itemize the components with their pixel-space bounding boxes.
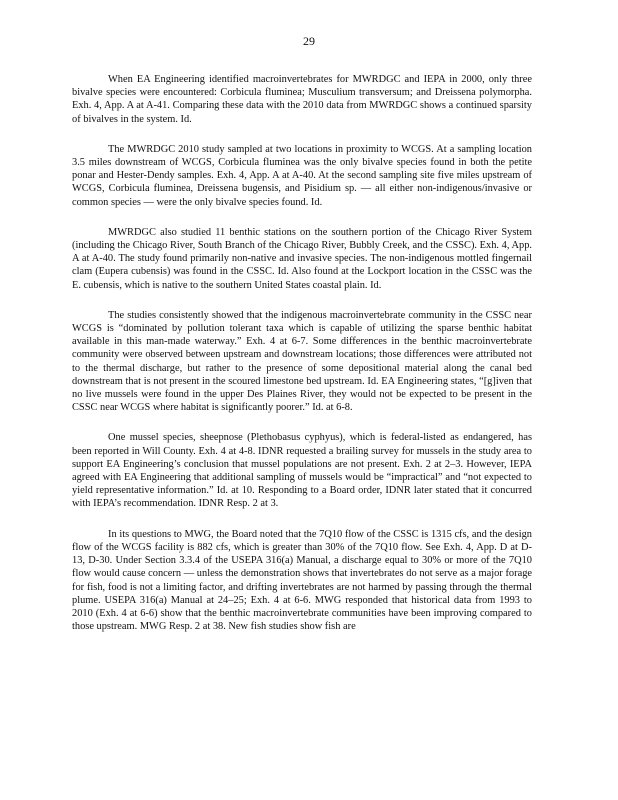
page-number: 29: [303, 34, 315, 48]
paragraph-3: MWRDGC also studied 11 benthic stations on the southern portion of the Chicago River System (including the Chicago River, South Branch of the Chicago River, Bubbly Creek, and the CSSC). Exh. 4, App. A at A-40. The study found primarily non-native and invasive species. The non-indigenous mottled fingernail clam (Eupera cubensis) was found in the CSSC. Id. Also found at the Lockport location in the CSSC was the E. cubensis, which is native to the southern United States coastal plain. Id.: [72, 226, 532, 291]
document-body: [72, 73, 532, 650]
paragraph-4: The studies consistently showed that the indigenous macroinvertebrate community in the CSSC near WCGS is “dominated by pollution tolerant taxa which is capable of utilizing the sparse benthic habitat available in this man-made waterway.” Exh. 4 at 6-7. Some differences in the benthic macroinvertebrate community were observed between upstream and downstream locations; those differences were attributed not to the thermal discharge, but rather to the presence of some depositional material along the canal bed downstream that is not present in the scoured limestone bed upstream. Id. EA Engineering states, “[g]iven that no live mussels were found in the upper Des Plaines River, they would not be expected to be present in the CSSC near WCGS where habitat is significantly poorer.” Id. at 6-8.: [72, 309, 532, 414]
paragraph-2: The MWRDGC 2010 study sampled at two locations in proximity to WCGS. At a sampling location 3.5 miles downstream of WCGS, Corbicula fluminea was the only bivalve species found in both the petite ponar and Hester-Dendy samples. Exh. 4, App. A at A-40. At the second sampling site five miles upstream of WCGS, Corbicula fluminea, Dreissena bugensis, and Pisidium sp. — all either non-indigenous/invasive or common species — were the only bivalve species found. Id.: [72, 143, 532, 208]
paragraph-5: One mussel species, sheepnose (Plethobasus cyphyus), which is federal-listed as endangered, has been reported in Will County. Exh. 4 at 4-8. IDNR requested a brailing survey for mussels in the study area to support EA Engineering’s conclusion that mussel populations are not present. Exh. 2 at 2–3. However, IEPA agreed with EA Engineering that additional sampling of mussels would be “impractical” and “not expected to yield representative information.” Id. at 10. Responding to a Board order, IDNR later stated that it concurred with IEPA’s recommendation. IDNR Resp. 2 at 3.: [72, 432, 532, 510]
paragraph-1: When EA Engineering identified macroinvertebrates for MWRDGC and IEPA in 2000, only three bivalve species were encountered: Corbicula fluminea; Musculium transversum; and Dreissena polymorpha. Exh. 4, App. A at A-41. Comparing these data with the 2010 data from MWRDGC shows a continued sparsity of bivalves in the system. Id.: [72, 74, 532, 125]
paragraph-6: In its questions to MWG, the Board noted that the 7Q10 flow of the CSSC is 1315 cfs, and the design flow of the WCGS facility is 882 cfs, which is greater than 30% of the 7Q10 flow. See Exh. 4, App. D at D-13, D-30. Under Section 3.3.4 of the USEPA 316(a) Manual, a discharge equal to 30% or more of the 7Q10 flow would cause concern — unless the demonstration shows that invertebrates do not serve as a major forage for fish, food is not a limiting factor, and drifting invertebrates are not harmed by passing through the thermal plume. USEPA 316(a) Manual at 24–25; Exh. 4 at 6-6. MWG responded that historical data from 1993 to 2010 (Exh. 4 at 6-6) show that the benthic macroinvertebrate communities have been improving compared to those upstream. MWG Resp. 2 at 38. New fish studies show fish are: [72, 528, 532, 633]
